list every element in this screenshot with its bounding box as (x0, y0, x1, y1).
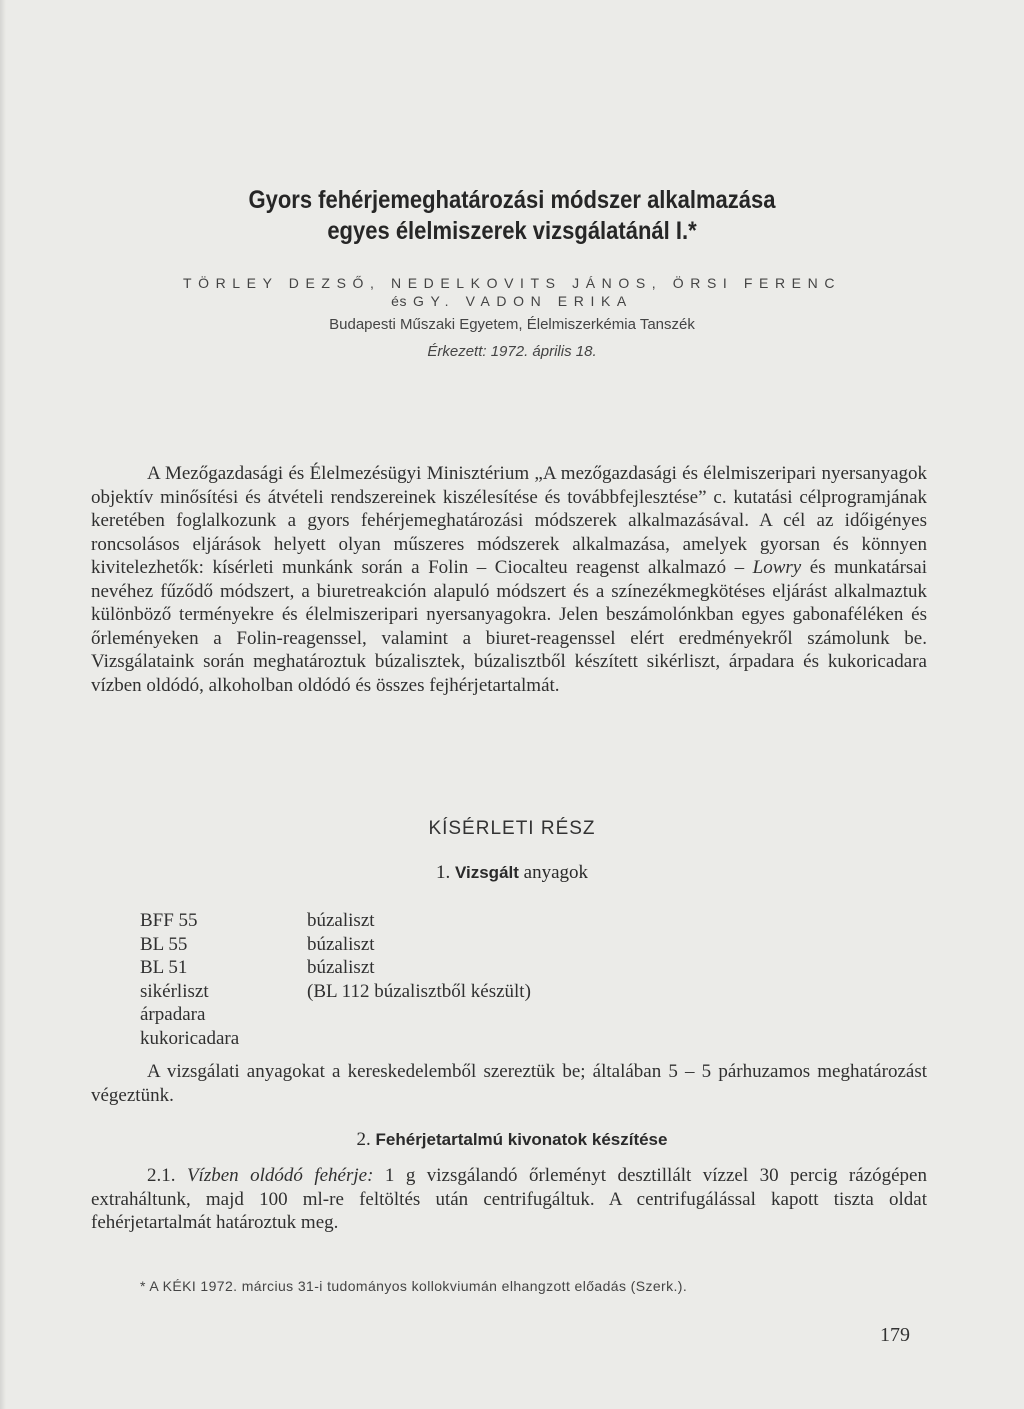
authors-line2 (0, 293, 1024, 309)
intro-text-part1: A Mezőgazdasági és Élelmezésügyi Minisztérium „A mezőgazdasági és élelmiszeripari nyersanyagok objektív minősítési és átvételi rendszereinek kiszélesítése és továbbfejlesztése” c. kutatási célprogramjának keretében foglalkozunk a gyors fehérjemeghatározási módszerek alkalmazásával. A cél az időigényes roncsolásos eljárások helyett olyan műszeres módszerek alkalmazása, amelyek gyorsan és könnyen kivitelezhetők: kísérleti munkánk során a Folin – Ciocalteu reagenst alkalmazó – (91, 463, 927, 578)
materials-row (140, 956, 531, 980)
materials-row (140, 933, 531, 957)
materials-row (140, 909, 531, 933)
subsection-2-1-italic: Vízben oldódó fehérje: (186, 1165, 374, 1186)
material-code: árpadara (140, 1004, 206, 1025)
authors-line1: TÖRLEY DEZSŐ, NEDELKOVITS JÁNOS, ÖRSI FERENC (182, 275, 842, 291)
material-code: sikérliszt (140, 980, 209, 1002)
received-date: Érkezett: 1972. április 18. (427, 343, 597, 360)
materials-row (140, 1003, 531, 1027)
material-code: kukoricadara (140, 1027, 240, 1049)
affiliation: Budapesti Műszaki Egyetem, Élelmiszerkémia Tanszék (329, 316, 695, 333)
intro-paragraph (91, 462, 927, 697)
authors-line2-names: GY. VADON ERIKA (412, 293, 633, 309)
subsection-1-bold: Vizsgált (454, 863, 519, 882)
section-title: KÍSÉRLETI RÉSZ (428, 818, 596, 839)
intro-author-lowry: Lowry (752, 557, 802, 578)
material-desc: búzaliszt (307, 910, 375, 931)
material-desc: búzaliszt (307, 933, 375, 955)
authors-conjunction: és (391, 293, 407, 309)
subsection-1-heading (0, 862, 1024, 884)
subsection-2-title: Fehérjetartalmú kivonatok készítése (375, 1130, 668, 1149)
subsection-1-number: 1. (435, 862, 451, 883)
intro-text-part2: és munkatársai nevéhez fűződő módszert, a biuretreakción alapuló módszert és a színezékmegkötéses eljárást alkalmaztuk különböző terményekre és élelmiszeripari nyersanyagokra. Jelen beszámolónkban egyes gabonaféléken és őrleményeken a Folin-reagenssel, valamint a biuret-reagenssel elért eredményekről számolunk be. Vizsgálataink során meghatároztuk búzalisztek, búzalisztből készített sikérliszt, árpadara és kukoricadara vízben oldódó, alkoholban oldódó és összes fejhérjetartalmát. (91, 557, 928, 696)
material-desc: (BL 112 búzalisztből készült) (307, 980, 531, 1002)
page-edge-shadow (0, 0, 6, 1409)
subsection-2-heading (0, 1129, 1024, 1151)
materials-note: A vizsgálati anyagokat a kereskedelemből szereztük be; általában 5 – 5 párhuzamos meghatározást végeztünk. (91, 1061, 927, 1106)
materials-row (140, 980, 531, 1004)
materials-note-paragraph (91, 1060, 927, 1107)
subsection-1-rest: anyagok (523, 862, 589, 883)
material-code: BL 51 (140, 957, 188, 978)
material-code: BL 55 (140, 933, 188, 955)
material-code: BFF 55 (140, 910, 198, 931)
footnote: * A KÉKI 1972. március 31-i tudományos kollokviumán elhangzott előadás (Szerk.). (140, 1278, 688, 1294)
material-desc: búzaliszt (307, 957, 375, 978)
materials-table (140, 909, 531, 1050)
article-title-line1: Gyors fehérjemeghatározási módszer alkalmazása (248, 186, 776, 214)
subsection-2-1-number: 2.1. (147, 1165, 176, 1186)
materials-row (140, 1027, 531, 1051)
subsection-2-number: 2. (356, 1129, 371, 1150)
page-number: 179 (880, 1324, 910, 1346)
subsection-2-1-paragraph (91, 1164, 927, 1235)
subsection-2-1-text: 1 g vizsgálandó őrleményt desztillált vízzel 30 percig rázógépen extraháltunk, majd 100 ml-re feltöltés után centrifugáltuk. A centrifugálással kapott tiszta oldat fehérjetartalmát határoztuk meg. (91, 1165, 927, 1233)
article-title-line2: egyes élelmiszerek vizsgálatánál I.* (327, 217, 697, 245)
